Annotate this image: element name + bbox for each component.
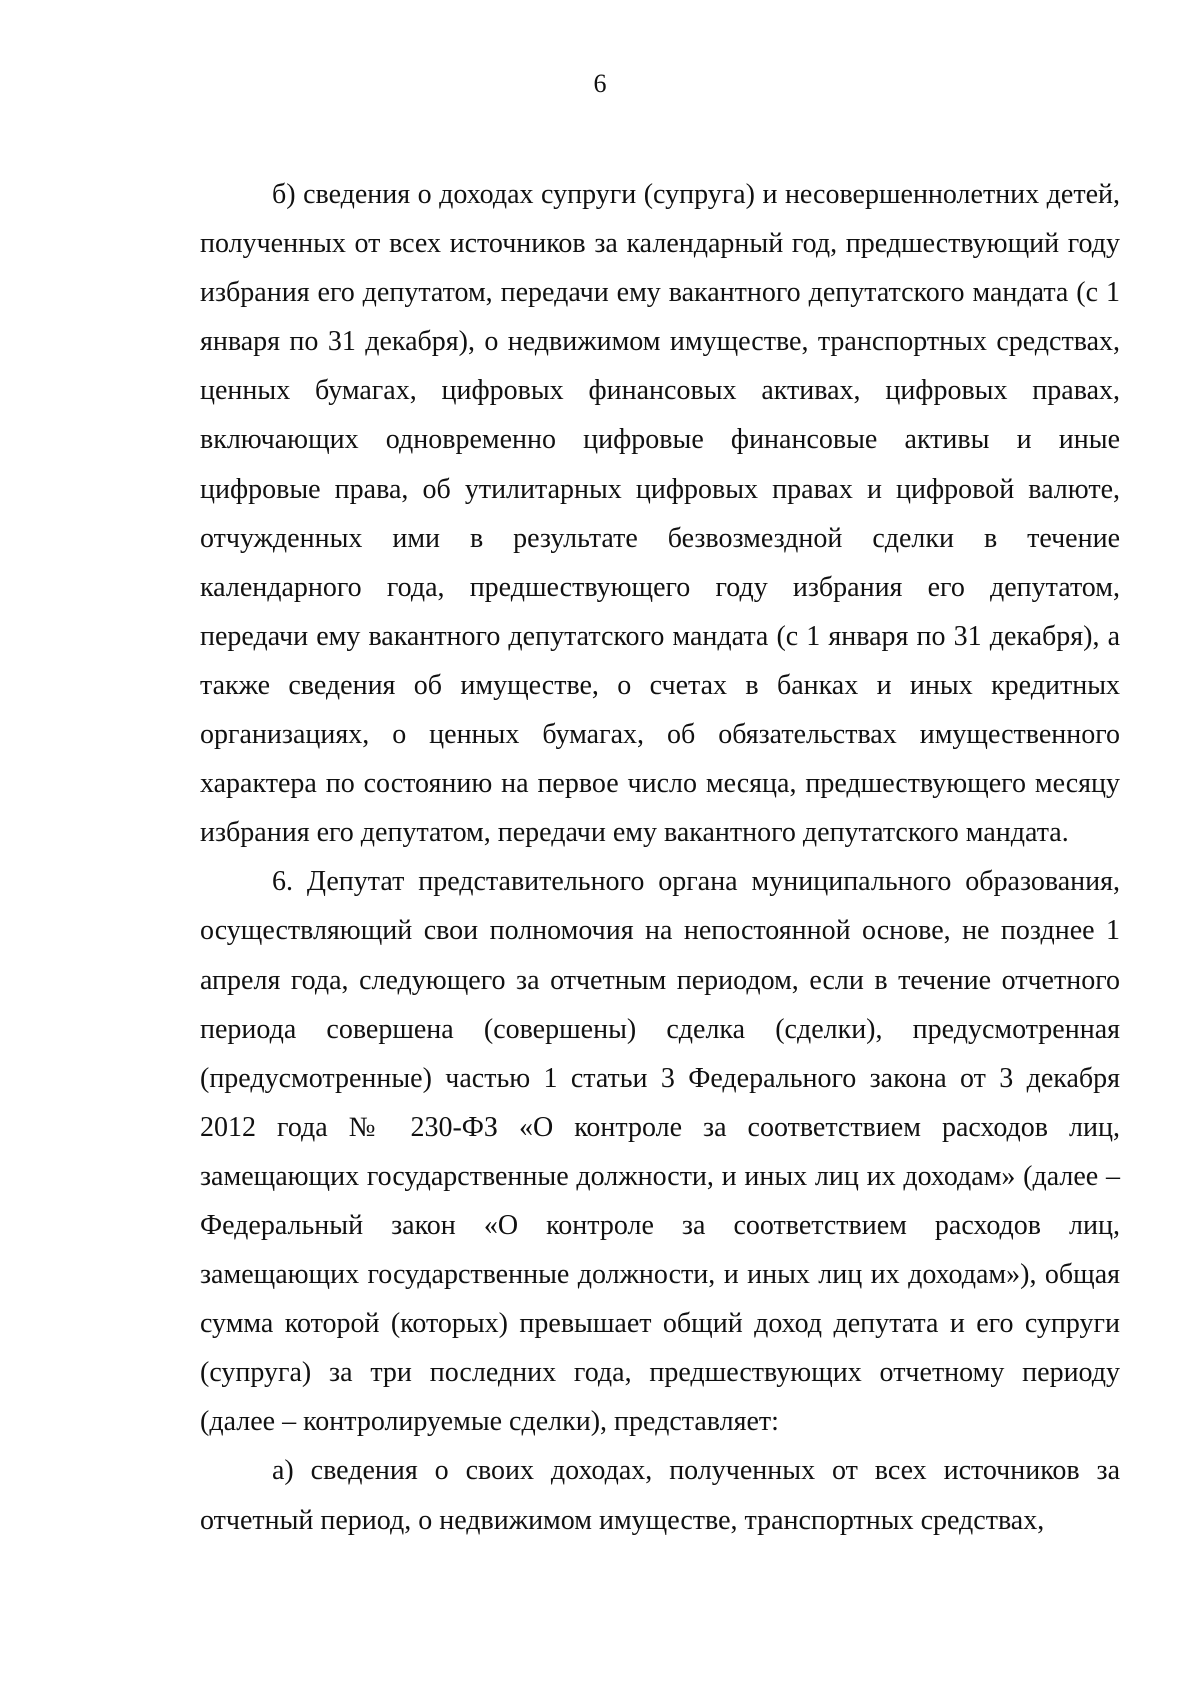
paragraph-b-spouse-income: б) сведения о доходах супруги (супруга) и несовершеннолетних детей, полученных от всех источников за календарный год, предшествующий году избрания его депутатом, передачи ему вакантного депутатского мандата (с 1 января по 31 декабря), о недвижимом имуществе, транспортных средствах, ценных бумагах, цифровых финансовых активах, цифровых правах, включающих одновременно цифровые финансовые активы и иные цифровые права, об утилитарных цифровых правах и цифровой валюте, отчужденных ими в результате безвозмездной сделки в течение календарного года, предшествующего году избрания его депутатом, передачи ему вакантного депутатского мандата (с 1 января по 31 декабря), а также сведения об имуществе, о счетах в банках и иных кредитных организациях, о ценных бумагах, об обязательствах имущественного характера по состоянию на первое число месяца, предшествующего месяцу избрания его депутатом, передачи ему вакантного депутатского мандата. bbox=[200, 179, 1120, 849]
document-body bbox=[200, 170, 1120, 1545]
page-number: 6 bbox=[593, 69, 607, 98]
paragraph-a-own-income: а) сведения о своих доходах, полученных от всех источников за отчетный период, о недвижимом имуществе, транспортных средствах, bbox=[200, 1455, 1120, 1536]
paragraph-6-controlled-transactions: 6. Депутат представительного органа муниципального образования, осуществляющий свои полномочия на непостоянной основе, не позднее 1 апреля года, следующего за отчетным периодом, если в течение отчетного периода совершена (совершены) сделка (сделки), предусмотренная (предусмотренные) частью 1 статьи 3 Федерального закона от 3 декабря 2012 года № 230-ФЗ «О контроле за соответствием расходов лиц, замещающих государственные должности, и иных лиц их доходам» (далее – Федеральный закон «О контроле за соответствием расходов лиц, замещающих государственные должности, и иных лиц их доходам»), общая сумма которой (которых) превышает общий доход депутата и его супруги (супруга) за три последних года, предшествующих отчетному периоду (далее – контролируемые сделки), представляет: bbox=[200, 866, 1120, 1438]
